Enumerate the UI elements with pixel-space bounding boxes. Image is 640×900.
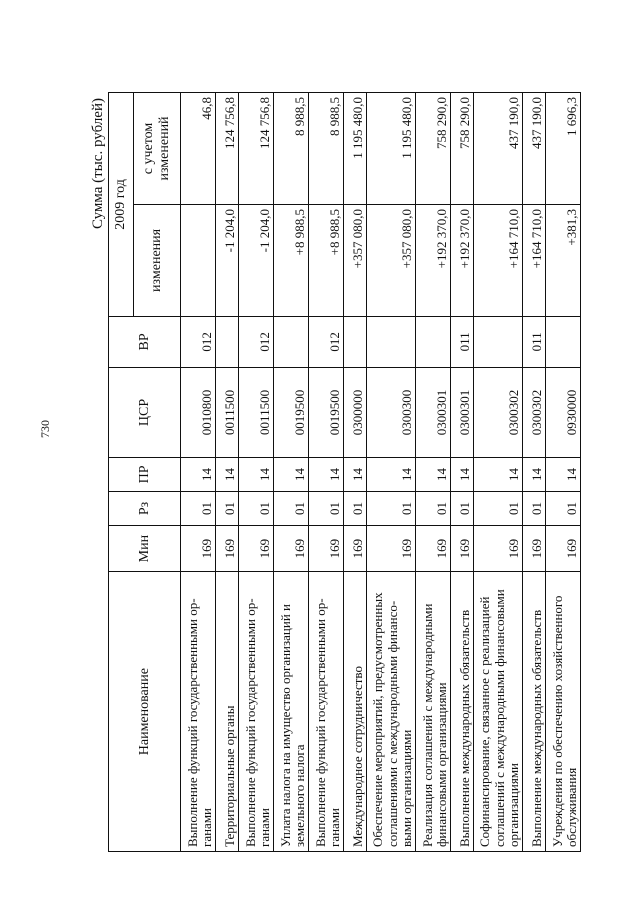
row-total: 1 195 480,0 [367,93,416,205]
header-rz: Рз [109,491,181,525]
table-row [416,93,451,852]
row-min: 169 [181,526,216,572]
row-name: Выполнение международных обязательств [523,572,546,852]
row-csr: 0011500 [216,367,239,457]
row-total: 8 988,5 [309,93,344,205]
row-csr: 0300301 [451,367,474,457]
table-row [181,93,216,852]
row-min: 169 [367,526,416,572]
rotated-table-sheet [90,92,630,852]
table-row [546,93,581,852]
row-rz: 01 [181,491,216,525]
row-rz: 01 [451,491,474,525]
page-number: 730 [38,420,52,438]
row-min: 169 [416,526,451,572]
row-min: 169 [474,526,523,572]
row-total: 1 696,3 [546,93,581,205]
row-vr: 012 [239,316,274,367]
header-changes: изменения [134,204,181,316]
row-csr: 0300000 [344,367,367,457]
header-pr: ПР [109,457,181,491]
row-change: +8 988,5 [309,204,344,316]
row-change: -1 204,0 [239,204,274,316]
row-vr [367,316,416,367]
table-row [474,93,523,852]
row-csr: 0010800 [181,367,216,457]
header-with-changes: с учетом изменений [134,93,181,205]
row-total: 124 756,8 [216,93,239,205]
header-min: Мин [109,526,181,572]
row-vr [474,316,523,367]
row-pr: 14 [274,457,309,491]
row-rz: 01 [344,491,367,525]
row-vr [274,316,309,367]
row-name: Обеспечение мероприятий, предусмотренных соглашениями с международными финансо- выми организациями [367,572,416,852]
row-rz: 01 [309,491,344,525]
row-csr: 0019500 [309,367,344,457]
budget-table [108,92,581,852]
row-total: 437 190,0 [523,93,546,205]
row-total: 758 290,0 [416,93,451,205]
row-vr [416,316,451,367]
header-year: 2009 год [109,93,134,317]
table-row [451,93,474,852]
row-rz: 01 [239,491,274,525]
row-csr: 0300300 [367,367,416,457]
row-csr: 0300301 [416,367,451,457]
row-name: Софинансирование, связанное с реализацией соглашений с международными финансовыми организациями [474,572,523,852]
row-name: Реализация соглашений с международными финансовыми организациями [416,572,451,852]
row-change: +164 710,0 [523,204,546,316]
row-csr: 0930000 [546,367,581,457]
table-row [239,93,274,852]
row-vr [216,316,239,367]
row-change: +357 080,0 [344,204,367,316]
row-rz: 01 [474,491,523,525]
row-name: Территориальные органы [216,572,239,852]
row-pr: 14 [216,457,239,491]
row-csr: 0300302 [474,367,523,457]
row-min: 169 [309,526,344,572]
row-vr: 012 [309,316,344,367]
row-pr: 14 [309,457,344,491]
row-total: 46,8 [181,93,216,205]
row-pr: 14 [344,457,367,491]
row-vr: 011 [451,316,474,367]
row-change: +381,3 [546,204,581,316]
row-vr [344,316,367,367]
header-name: Наименование [109,572,181,852]
row-pr: 14 [523,457,546,491]
row-rz: 01 [416,491,451,525]
row-change: +8 988,5 [274,204,309,316]
row-change: -1 204,0 [216,204,239,316]
row-name: Выполнение функций государственными ор- ганами [239,572,274,852]
row-vr: 012 [181,316,216,367]
row-name: Учреждения по обеспечению хозяйственного обслуживания [546,572,581,852]
row-min: 169 [274,526,309,572]
row-name: Уплата налога на имущество организаций и земельного налога [274,572,309,852]
units-title: Сумма (тыс. рублей) [90,98,106,230]
row-min: 169 [546,526,581,572]
table-row [309,93,344,852]
row-pr: 14 [367,457,416,491]
row-min: 169 [239,526,274,572]
row-name: Выполнение функций государственными ор- ганами [309,572,344,852]
row-min: 169 [451,526,474,572]
row-rz: 01 [546,491,581,525]
table-row [216,93,239,852]
row-total: 758 290,0 [451,93,474,205]
row-change [181,204,216,316]
row-pr: 14 [239,457,274,491]
row-rz: 01 [274,491,309,525]
row-change: +192 370,0 [416,204,451,316]
row-name: Международное сотрудничество [344,572,367,852]
row-min: 169 [523,526,546,572]
row-pr: 14 [546,457,581,491]
row-csr: 0300302 [523,367,546,457]
row-total: 8 988,5 [274,93,309,205]
row-vr [546,316,581,367]
row-csr: 0011500 [239,367,274,457]
row-name: Выполнение международных обязательств [451,572,474,852]
row-vr: 011 [523,316,546,367]
row-change: +164 710,0 [474,204,523,316]
row-pr: 14 [416,457,451,491]
table-row [274,93,309,852]
row-pr: 14 [474,457,523,491]
header-csr: ЦСР [109,367,181,457]
row-pr: 14 [181,457,216,491]
header-vr: ВР [109,316,181,367]
row-change: +357 080,0 [367,204,416,316]
row-pr: 14 [451,457,474,491]
header-row [109,93,134,852]
row-min: 169 [344,526,367,572]
table-row [523,93,546,852]
row-total: 124 756,8 [239,93,274,205]
row-csr: 0019500 [274,367,309,457]
row-name: Выполнение функций государственными ор- ганами [181,572,216,852]
row-rz: 01 [216,491,239,525]
row-change: +192 370,0 [451,204,474,316]
row-rz: 01 [523,491,546,525]
table-row [344,93,367,852]
row-total: 1 195 480,0 [344,93,367,205]
table-row [367,93,416,852]
row-total: 437 190,0 [474,93,523,205]
row-rz: 01 [367,491,416,525]
row-min: 169 [216,526,239,572]
